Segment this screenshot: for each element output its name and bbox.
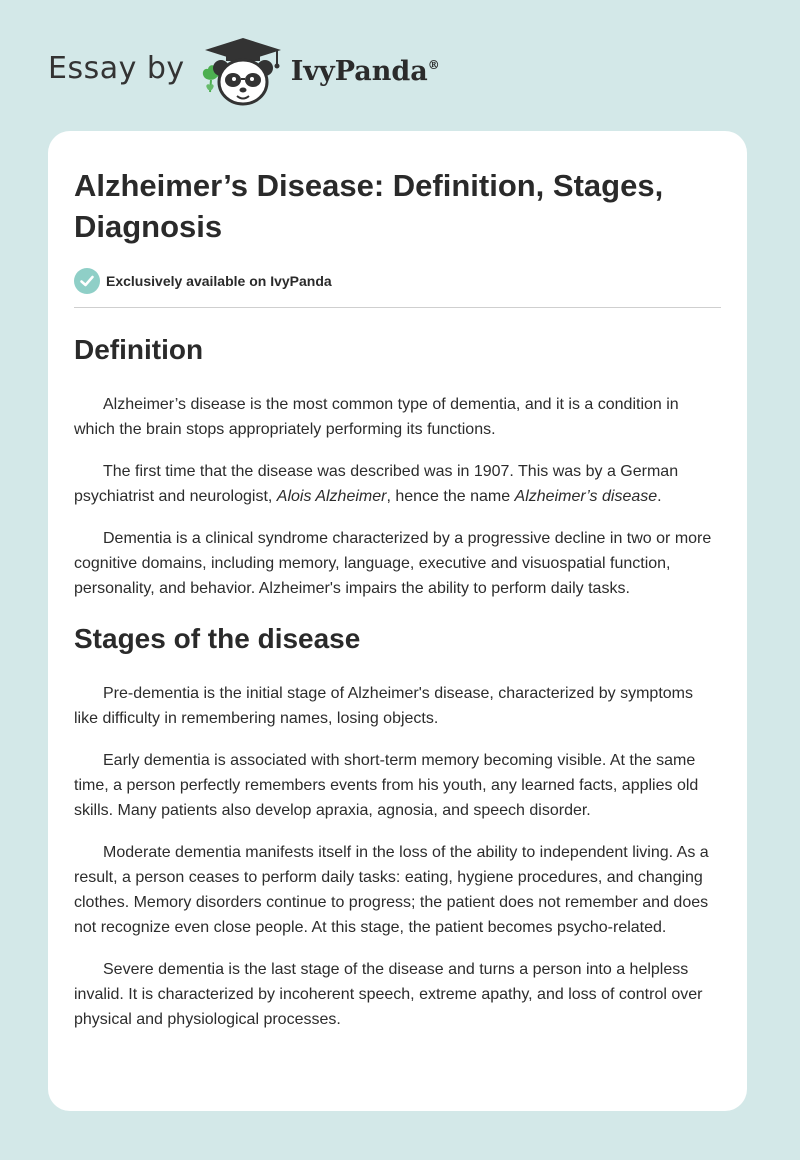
paragraph: Alzheimer’s disease is the most common type of dementia, and it is a condition in which the brain stops appropriately performing its functions. xyxy=(74,396,679,438)
text-span: . xyxy=(657,488,662,505)
section-stages xyxy=(74,622,721,1032)
brand-name[interactable] xyxy=(291,56,440,87)
essay-by-label: Essay by xyxy=(48,50,185,86)
paragraph: Early dementia is associated with short-term memory becoming visible. At the same time, a person perfectly remembers events from his youth, any learned facts, applies old skills. Many patients also develop apraxia, agnosia, and speech disorder. xyxy=(74,752,699,819)
text-span: The first time that the disease was described was in 1907. This was by a German psychiatrist and neurologist, xyxy=(74,463,679,505)
paragraph xyxy=(74,459,721,509)
paragraph: Severe dementia is the last stage of the disease and turns a person into a helpless invalid. It is characterized by incoherent speech, extreme apathy, and loss of control over physical and physiological processes. xyxy=(74,961,703,1028)
italic-term: Alzheimer’s disease xyxy=(514,488,658,505)
title-line-1: Alzheimer’s Disease: Definition, Stages, xyxy=(74,168,664,203)
panda-logo-icon[interactable] xyxy=(199,30,287,110)
paragraph: Moderate dementia manifests itself in the loss of the ability to independent living. As a result, a person ceases to perform daily tasks: eating, hygiene procedures, and changing clothes. Memory disorders continue to progress; the patient does not remember and does not recognize even close people. At this stage, the patient becomes psycho-related. xyxy=(74,844,709,936)
essay-card xyxy=(48,131,747,1111)
registered-mark: ® xyxy=(427,57,440,72)
exclusive-text: Exclusively available on IvyPanda xyxy=(106,273,332,289)
brand-text: IvyPanda xyxy=(290,55,428,87)
title-line-2: Diagnosis xyxy=(74,209,223,244)
section-heading: Definition xyxy=(74,334,204,365)
section-heading: Stages of the disease xyxy=(74,623,361,654)
paragraph: Dementia is a clinical syndrome characterized by a progressive decline in two or more cognitive domains, including memory, language, executive and visuospatial function, personality, and behavior. Alzheimer's impairs the ability to perform daily tasks. xyxy=(74,530,712,597)
divider xyxy=(74,307,721,308)
paragraph: Pre-dementia is the initial stage of Alzheimer's disease, characterized by symptoms like difficulty in remembering names, losing objects. xyxy=(74,685,693,727)
site-header xyxy=(48,30,648,110)
essay-title xyxy=(74,165,721,247)
italic-name: Alois Alzheimer xyxy=(276,488,387,505)
section-definition xyxy=(74,333,721,601)
text-span: , hence the name xyxy=(386,488,515,505)
check-icon xyxy=(74,268,100,294)
exclusive-badge xyxy=(74,267,721,295)
